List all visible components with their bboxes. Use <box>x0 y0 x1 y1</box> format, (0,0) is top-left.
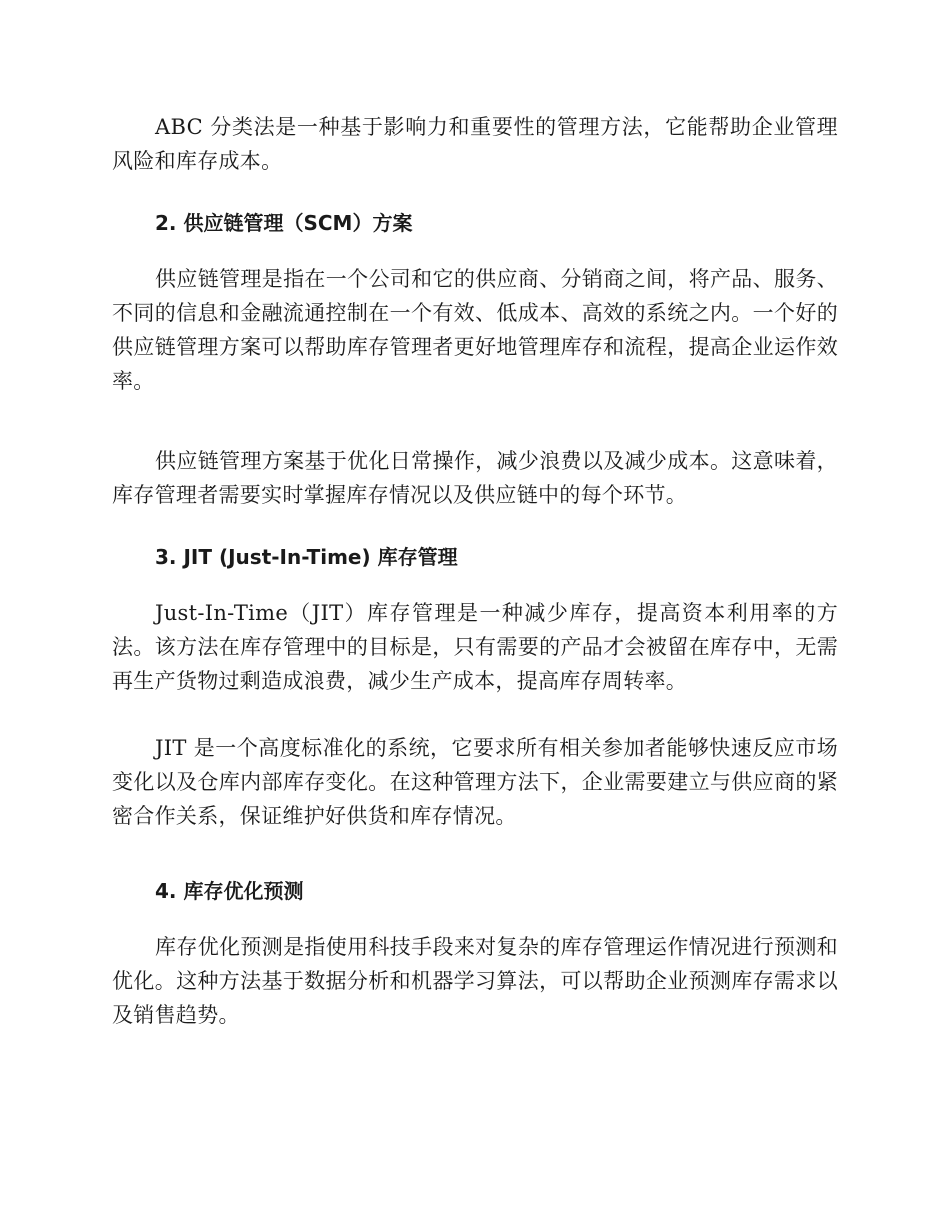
section-heading-jit: 3. JIT (Just-In-Time) 库存管理 <box>155 545 458 569</box>
paragraph-scm-optimization: 供应链管理方案基于优化日常操作，减少浪费以及减少成本。这意味着，库存管理者需要实时掌握库存情况以及供应链中的每个环节。 <box>112 449 838 507</box>
section-heading-scm: 2. 供应链管理（SCM）方案 <box>155 211 413 235</box>
paragraph-jit-system: JIT 是一个高度标准化的系统，它要求所有相关参加者能够快速反应市场变化以及仓库内部库存变化。在这种管理方法下，企业需要建立与供应商的紧密合作关系，保证维护好供货和库存情况。 <box>112 736 838 828</box>
paragraph-scm-definition: 供应链管理是指在一个公司和它的供应商、分销商之间，将产品、服务、不同的信息和金融流通控制在一个有效、低成本、高效的系统之内。一个好的供应链管理方案可以帮助库存管理者更好地管理库存和流程，提高企业运作效率。 <box>112 267 838 393</box>
paragraph-jit-definition: Just-In-Time（JIT）库存管理是一种减少库存，提高资本利用率的方法。该方法在库存管理中的目标是，只有需要的产品才会被留在库存中，无需再生产货物过剩造成浪费，减少生产成本，提高库存周转率。 <box>112 601 838 693</box>
paragraph-abc-method: ABC 分类法是一种基于影响力和重要性的管理方法，它能帮助企业管理风险和库存成本。 <box>112 115 838 173</box>
paragraph-forecast-definition: 库存优化预测是指使用科技手段来对复杂的库存管理运作情况进行预测和优化。这种方法基于数据分析和机器学习算法，可以帮助企业预测库存需求以及销售趋势。 <box>112 935 838 1027</box>
section-heading-forecast: 4. 库存优化预测 <box>155 879 304 903</box>
